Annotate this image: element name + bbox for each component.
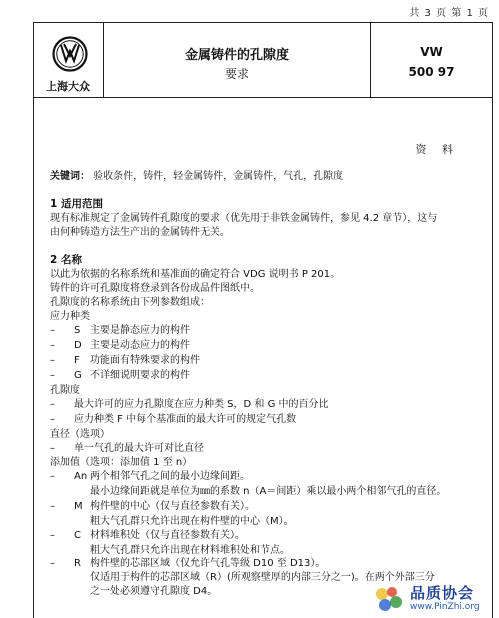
header-divider-2 <box>370 22 371 98</box>
addon-text: 构件壁的中心（仅与直径参数有关）。 <box>90 501 255 512</box>
frame-right-border <box>492 22 493 618</box>
list-dash: – <box>50 530 55 541</box>
porosity-text: 最大许可的应力孔隙度在应力种类 S，D 和 G 中的百分比 <box>74 399 329 410</box>
keywords-line <box>50 170 343 183</box>
addon-code: R <box>74 558 81 569</box>
list-dash: – <box>50 443 55 454</box>
section-2-intro-line: 以此为依据的名称系统和基准面的确定符合 VDG 说明书 P 201。 <box>50 269 341 280</box>
frame-left-border <box>33 22 34 618</box>
section-2-intro-line: 铸件的许可孔隙度将登录到各份成品件图纸中。 <box>50 283 260 294</box>
stress-code: F <box>74 355 80 366</box>
section-1-line: 现有标准规定了金属铸件孔隙度的要求（优先用于非铁金属铸件，参见 4.2 章节），这与 <box>50 213 438 224</box>
addon-code: C <box>74 530 81 541</box>
watermark-name: 品质协会 <box>410 584 475 602</box>
list-dash: – <box>50 370 55 381</box>
section-2-intro-line: 孔隙度的名称系统由下列参数组成： <box>50 297 210 308</box>
page-info: 共 3 页 第 1 页 <box>409 8 489 19</box>
porosity-label: 孔隙度 <box>50 385 80 396</box>
list-dash: – <box>50 558 55 569</box>
header-bottom-border <box>33 97 492 98</box>
stress-code: S <box>74 325 81 336</box>
addon-text: 粗大气孔群只允许出现在构件壁的中心（M）。 <box>90 516 294 527</box>
list-dash: – <box>50 399 55 410</box>
addon-code: An <box>74 471 88 482</box>
list-dash: – <box>50 414 55 425</box>
keywords-label: 关键词： <box>50 171 90 182</box>
list-dash: – <box>50 325 55 336</box>
doc-prefix: VW <box>420 45 443 59</box>
stress-text: 主要是动态应力的构件 <box>90 340 190 351</box>
doc-number: 500 97 <box>408 65 455 79</box>
addon-text: 构件壁的芯部区域（仅允许气孔等级 D10 至 D13）。 <box>90 558 326 569</box>
addon-code: M <box>74 501 83 512</box>
diameter-label: 直径（选项） <box>50 429 110 440</box>
keywords-value: 验收条件，铸件，轻金属铸件，金属铸件，气孔，孔隙度 <box>93 171 344 182</box>
addon-text: 最小边缘间距就是单位为㎜的系数 n（A＝间距）乘以最小两个相邻气孔的直径。 <box>90 486 447 497</box>
stress-text: 主要是静态应力的构件 <box>90 325 190 336</box>
stress-type-label: 应力种类 <box>50 311 90 322</box>
list-dash: – <box>50 501 55 512</box>
stress-code: G <box>74 370 82 381</box>
stress-code: D <box>74 340 82 351</box>
section-1-line: 由何种铸造方法生产出的金属铸件无关。 <box>50 227 230 238</box>
section-2-title: 2 名称 <box>50 254 82 266</box>
diameter-text: 单一气孔的最大许可对比直径 <box>74 443 204 454</box>
watermark-logo-icon <box>372 584 406 614</box>
vw-logo-icon <box>52 36 88 72</box>
list-dash: – <box>50 340 55 351</box>
porosity-text: 应力种类 F 中每个基准面的最大许可的规定气孔数 <box>74 414 297 425</box>
document-title: 金属铸件的孔隙度 <box>184 48 289 63</box>
addon-text: 两个相邻气孔之间的最小边缘间距。 <box>90 471 250 482</box>
stress-text: 功能面有特殊要求的构件 <box>90 355 200 366</box>
addon-label: 添加值（选项：添加值 1 至 n） <box>50 457 193 468</box>
reference-label: 资 料 <box>415 143 459 156</box>
addon-text: 材料堆积处（仅与直径参数有关）。 <box>90 530 245 541</box>
addon-text: 粗大气孔群只允许出现在材料堆积处和节点。 <box>90 545 290 556</box>
stress-text: 不详细说明要求的构件 <box>90 370 190 381</box>
watermark-url: www.PinZhi.org <box>410 602 480 612</box>
document-subtitle: 要求 <box>224 67 249 81</box>
section-1-title: 1 适用范围 <box>50 198 103 210</box>
addon-text: 之一处必须遵守孔隙度 D4。 <box>90 586 218 597</box>
list-dash: – <box>50 355 55 366</box>
addon-text: 仅适用于构件的芯部区域（R）(所观察壁厚的内部三分之一)。在两个外部三分 <box>90 572 435 583</box>
list-dash: – <box>50 471 55 482</box>
brand-name: 上海大众 <box>46 80 90 93</box>
header-top-border <box>33 22 492 23</box>
